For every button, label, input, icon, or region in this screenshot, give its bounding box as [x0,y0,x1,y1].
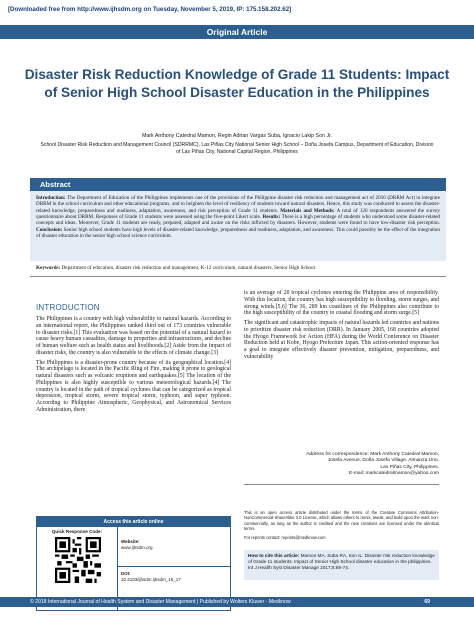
license-text: This is an open access article distributed under the terms of the Creative Commons Attribution-NonCommercial-ShareAlike 3.0 License, which allows others to remix, tweak, and build upon the work non-commercially, as long as the author is credited and the new creations are licensed under the identical terms. [244,510,439,532]
access-divider [117,566,231,567]
qr-label: Quick Response Code: [51,529,103,534]
keywords-text: Department of education, disaster risk reduction and management, K-12 curriculum, natural disasters, Senior High School [61,265,316,271]
website-label: Website: [121,539,140,544]
cite-label: How to cite this article: [248,553,300,558]
article-title: Disaster Risk Reduction Knowledge of Grade 11 Students: Impact of Senior High School Disaster Education in the Philippines [24,67,450,100]
abstract-results-text: There is a high percentage of students who understood some disaster-related concepts and ideas. Moreover, Grade 11 students are ready, prepared, adapted and aware on the risks inflicted by disasters. However, students were found to have low-disaster risk perception. [36,214,440,227]
website-block [121,539,153,551]
author-list: Mark Anthony Catedral Mamon, Regin Adrian Vargas Suba, Ignacio Lakip Son Jr. [141,133,333,139]
reprints-contact[interactable]: For reprints contact: reprints@medknow.com [244,534,326,540]
right-column [244,290,439,364]
abstract-methods-label: Materials and Methods: [280,207,335,214]
paragraph: The significant and catastrophic impacts of natural hazards led countries and nations to prioritize disaster risk reduction (DRR). In January 2005, 168 countries adopted the Hyogo Framework for Action (HFA) during the World Conference on Disaster Reduction held at Kobe, Hyogo Prefecture Japan. This action-oriented response has a goal to integrate effectively disaster prevention, mitigation, preparedness, and vulnerability [244,320,439,360]
abstract-intro-text: The Department of Education of the Philippines implements one of the provisions of the Philippine disaster risk reduction and management act of 2010 (DRRM Act) to integrate DRRM in the school curriculum and other educational programs, and to heighten the level of resiliency of students toward natural disasters. Hence, this study was conducted to assess the disaster-related knowledge, preparedness and readiness, adaptation, awareness, and risk perception of Grade 11 students. [36,195,440,214]
qr-code-icon[interactable] [55,537,101,583]
copyright-text: © 2018 International Journal of Health System and Disaster Management | Published by Wolters Kluwer - Medknow [30,599,291,605]
doi-link[interactable]: 10.4103/ijhsdm.ijhsdm_16_17 [121,577,181,582]
website-link[interactable]: www.ijhsdm.org [121,545,153,550]
affiliation: School Disaster Risk Reduction and Management Council (SDRRMC), Las Piñas City National Senior High School – Doña Josefa Campus, Department of Education, Division of Las Piñas City, National Capital Region, Philippines [40,142,434,156]
keywords-label: Keywords: [36,265,61,271]
left-column [36,316,231,417]
license-notice [244,510,439,540]
abstract-conclusion-label: Conclusion: [36,226,63,233]
article-type-banner: Original Article [0,25,474,39]
download-note: [Downloaded free from http://www.ijhsdm.org on Tuesday, November 5, 2019, IP: 175.158.202.62] [8,6,292,13]
abstract-heading: Abstract [30,178,446,191]
doi-block [121,571,181,583]
correspondence-line: Address for correspondence: Mark Anthony Catedral Mamon, [306,452,439,457]
keywords-rule [30,276,446,277]
page-number: 69 [424,599,430,605]
abstract-methods-text: A total of 120 respondents answered the survey questionnaire about DRRM. Responses of Grade 11 students were assessed using the five-point Likert scale. [36,207,440,221]
introduction-heading: INTRODUCTION [36,303,100,312]
correspondence-rule [244,484,439,485]
cite-text: Mamon MA, Suba RA, Son IL. Disaster risk reduction knowledge of Grade 11 students: Impact of Senior High School disaster education in the philippines. Int J Health Syst Disaster Manage 2017;5:69-74. [248,553,435,570]
citation-box [244,550,439,580]
paragraph: The Philippines is a disaster-prone country because of its geographical location.[4] The archipelago is located in the Pacific Ring of Fire, making it prone to geological natural disasters such as volcanic eruptions and earthquakes.[5] The location of the Philippines is also highly susceptible to various meteorological hazards.[4] The country is located in the path of tropical cyclones that can be categorized as tropical depression, tropical storm, severe tropical storm, typhoon, and super typhoon. According to Philippine Atmospheric, Geophysical, and Astronomical Services Administration, there [36,359,231,413]
keywords [36,265,440,272]
abstract-results-label: Results: [262,214,281,221]
correspondence-line: Las Piñas City, Philippines. [380,464,439,470]
correspondence-address [244,452,439,477]
paragraph: is an average of 20 tropical cyclones entering the Philippine area of responsibility. With this location, the country has high susceptibility to flooding, storm surges, and strong winds.[5,6] The 36, 289 km coastlines of the Philippines also contribute to the high susceptibility of the country to coastal flooding and storm surge.[5] [244,290,439,317]
correspondence-line: Josefa Avenue, Doña Josefa Village, Almanza Uno, [327,458,439,464]
access-heading: Access this article online [37,517,230,527]
abstract-conclusion-text: Senior high school students have high levels of disaster-related knowledge, preparedness and readiness, adaptation, and awareness. This could possibly be the effect of the integration of disaster education in the senior high school science curriculum. [36,226,440,240]
doi-label: DOI: [121,571,131,576]
abstract-text [36,195,440,239]
abstract-intro-label: Introduction: [36,195,66,201]
correspondence-email[interactable]: E-mail: markcatedralmamon@yahoo.com [348,470,439,476]
page-footer [0,597,474,607]
paragraph: The Philippines is a country with high vulnerability to natural hazards. According to an international report, the Philippines ranked third out of 173 countries vulnerable to disaster risks.[1] This evaluation was based on the potential of a natural hazard to cause heavy human casualties, damage to properties and infrastructures, and decline of human welfare such as health status and livelihoods.[2] Aside from the impact of disaster risks, the country is also vulnerable to the effects of climate change.[3] [36,316,231,356]
